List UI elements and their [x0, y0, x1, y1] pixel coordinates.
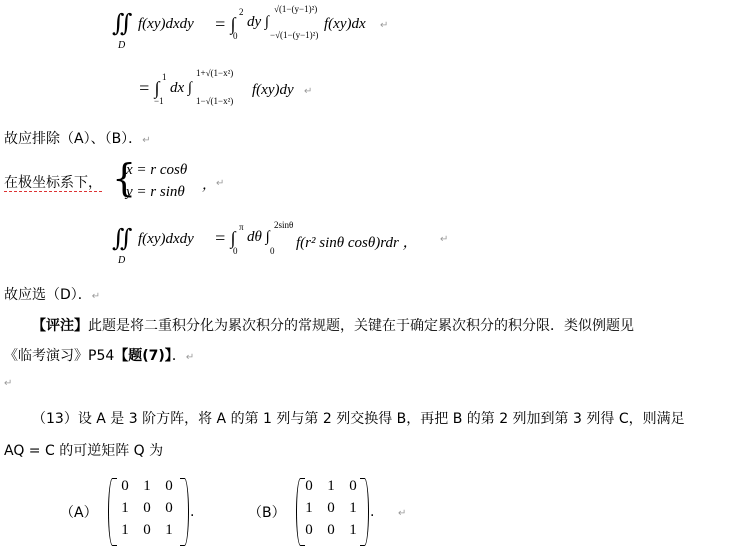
- rhs-integrand: f(xy)dx: [324, 16, 366, 32]
- problem-line-1: （13）设 A 是 3 阶方阵，将 A 的第 1 列与第 2 列交换得 B，再把 B 的第 2 列加到第 3 列得 C，则满足: [32, 411, 685, 427]
- lhs-integrand: f(xy)dxdy: [138, 16, 194, 32]
- polar-intro: [4, 172, 102, 192]
- return-mark: ↵: [398, 508, 407, 519]
- matrix-a-r1c1: 0: [121, 478, 129, 494]
- matrix-b-r1c3: 0: [349, 478, 357, 494]
- matrix-b-r1c1: 0: [305, 478, 313, 494]
- return-mark: ↵: [185, 352, 195, 363]
- comment-problem-tag: 【题(7)】: [114, 348, 172, 364]
- upper-limit: 1: [162, 72, 167, 82]
- comment-text: 此题是将二重积分化为累次积分的常规题，关键在于确定累次积分的积分限．类似例题见: [88, 318, 634, 334]
- rhs-integral-1: = ∫: [214, 228, 236, 248]
- option-b-tail: .: [370, 504, 375, 520]
- option-a-label: （A）: [60, 505, 98, 521]
- comment-tag: 【评注】: [32, 318, 88, 334]
- matrix-a-r2c2: 0: [143, 500, 151, 516]
- matrix-a-r3c3: 1: [165, 522, 173, 538]
- lower-limit: −1: [154, 96, 164, 106]
- problem-line-2: AQ = C 的可逆矩阵 Q 为: [4, 443, 164, 459]
- choose-line: [4, 284, 100, 304]
- matrix-b-r1c2: 1: [327, 478, 335, 494]
- exclude-line: [4, 128, 151, 148]
- option-b: [248, 476, 418, 548]
- matrix-b-r3c2: 0: [327, 522, 335, 538]
- matrix-b-r2c1: 1: [305, 500, 313, 516]
- matrix-b-r3c3: 1: [349, 522, 357, 538]
- rhs-dx: dx ∫: [170, 80, 193, 96]
- option-b-label: （B）: [248, 505, 286, 521]
- polar-tail: ，: [202, 177, 216, 193]
- rhs-integrand: f(xy)dy: [252, 82, 294, 98]
- empty-line-return: ↵: [4, 378, 13, 389]
- comment-source: 《临考演习》P54: [4, 348, 115, 364]
- choose-text: 故应选（D）．: [4, 287, 92, 303]
- upper-limit: π: [239, 222, 244, 232]
- comment-line-1: [32, 315, 634, 335]
- matrix-a-r3c1: 1: [121, 522, 129, 538]
- return-mark: ↵: [91, 291, 101, 302]
- return-mark: ↵: [380, 20, 389, 31]
- rhs-dtheta: dθ ∫: [247, 229, 270, 245]
- matrix-a-r2c3: 0: [165, 500, 173, 516]
- comment-line-2: [4, 345, 194, 365]
- region-label: D: [118, 255, 126, 266]
- right-paren: [180, 478, 189, 546]
- inner-lower-limit: −√(1−(y−1)²): [270, 30, 319, 40]
- rhs-integral-1: = ∫: [214, 14, 236, 34]
- double-integral-sign: ∬: [112, 226, 133, 252]
- polar-text: 在极坐标系下，: [4, 175, 102, 191]
- inner-lower-limit: 0: [270, 246, 275, 256]
- rhs-integral-1: = ∫: [138, 78, 160, 98]
- polar-y: y = r sinθ: [126, 184, 185, 200]
- exclude-text: 故应排除（A）、（B）．: [4, 131, 143, 147]
- lower-limit: 0: [233, 31, 238, 41]
- matrix-a-r2c1: 1: [121, 500, 129, 516]
- inner-upper-limit: √(1−(y−1)²): [274, 4, 318, 14]
- return-mark: ↵: [142, 135, 151, 146]
- option-a-tail: .: [190, 504, 195, 520]
- lower-limit: 0: [233, 246, 238, 256]
- matrix-b-r2c2: 0: [327, 500, 335, 516]
- matrix-a-r3c2: 0: [143, 522, 151, 538]
- inner-upper-limit: 1+√(1−x²): [196, 68, 234, 78]
- return-mark: ↵: [440, 234, 449, 245]
- polar-x: x = r cosθ: [126, 162, 188, 178]
- matrix-b-r2c3: 1: [349, 500, 357, 516]
- upper-limit: 2: [239, 7, 244, 17]
- matrix-a-r1c3: 0: [165, 478, 173, 494]
- return-mark: ↵: [216, 178, 225, 189]
- rhs-dy: dy ∫: [247, 14, 270, 30]
- comment-tail: ．: [171, 348, 186, 364]
- double-integral-sign: ∬: [112, 11, 133, 37]
- inner-lower-limit: 1−√(1−x²): [196, 96, 234, 106]
- left-brace: {: [112, 156, 137, 200]
- matrix-b-r3c1: 0: [305, 522, 313, 538]
- rhs-integrand: f(r² sinθ cosθ)rdr ，: [296, 235, 418, 251]
- matrix-a-r1c2: 1: [143, 478, 151, 494]
- option-a: [60, 476, 210, 548]
- inner-upper-limit: 2sinθ: [274, 220, 294, 230]
- return-mark: ↵: [304, 86, 313, 97]
- region-label: D: [118, 40, 126, 51]
- lhs-integrand: f(xy)dxdy: [138, 231, 194, 247]
